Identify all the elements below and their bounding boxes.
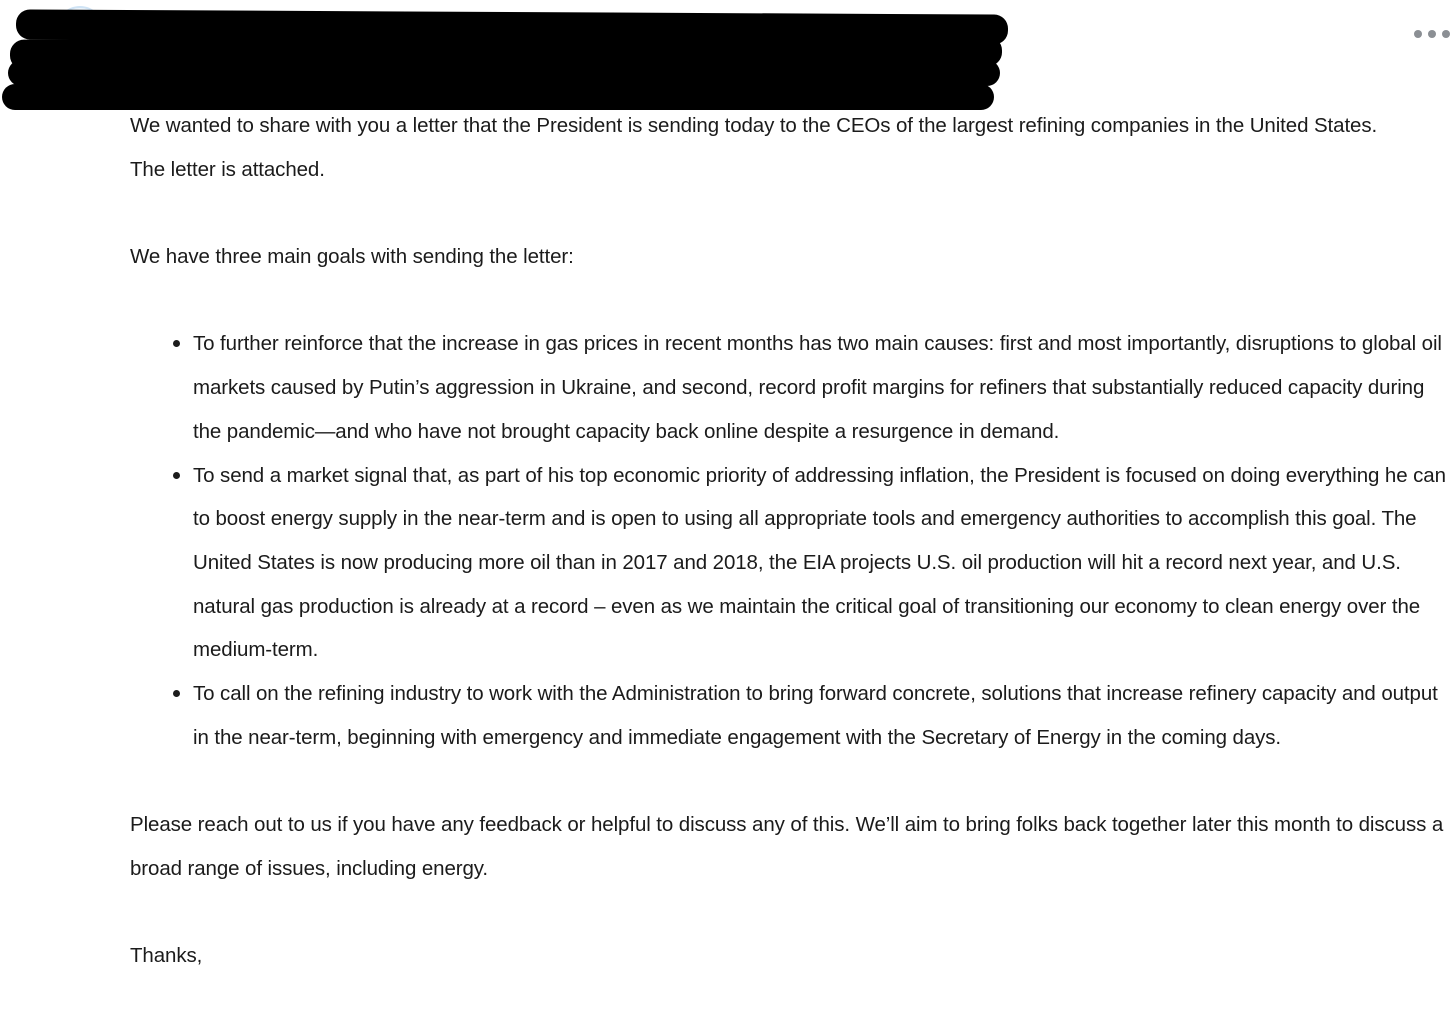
list-item: To call on the refining industry to work with the Administration to bring forward concrete, solutions that increase refinery capacity and output in the near-term, beginning with emergency and immediate engagement with the Secretary of Energy in the coming days.	[193, 672, 1448, 759]
goals-list	[130, 322, 1448, 759]
more-dot	[1428, 30, 1436, 38]
list-item: To send a market signal that, as part of his top economic priority of addressing inflation, the President is focused on doing everything he can to boost energy supply in the near-term and is open to using all appropriate tools and emergency authorities to accomplish this goal. The United States is now producing more oil than in 2017 and 2018, the EIA projects U.S. oil production will hit a record next year, and U.S. natural gas production is already at a record – even as we maintain the critical goal of transitioning our economy to clean energy over the medium-term.	[193, 454, 1448, 673]
goals-heading: We have three main goals with sending the letter:	[130, 245, 574, 269]
more-options-icon[interactable]	[1414, 24, 1450, 44]
more-dot	[1414, 30, 1422, 38]
spacer	[130, 279, 1448, 323]
list-item: To further reinforce that the increase in gas prices in recent months has two main causes: first and most importantly, disruptions to global oil markets caused by Putin’s aggression in Ukraine, and second, record profit margins for refiners that substantially reduced capacity during the pandemic—and who have not brought capacity back online despite a resurgence in demand.	[193, 322, 1448, 453]
intro-line-2: The letter is attached.	[130, 157, 325, 181]
message-body	[130, 104, 1448, 978]
redaction-bar	[8, 60, 1000, 86]
spacer	[130, 760, 1448, 804]
spacer	[130, 191, 1448, 235]
intro-line-1: We wanted to share with you a letter that the President is sending today to the CEOs of the largest refining companies in the United States.	[130, 114, 1378, 137]
signoff: Thanks,	[130, 944, 203, 968]
spacer	[130, 891, 1448, 935]
closing-paragraph: Please reach out to us if you have any feedback or helpful to discuss any of this. We’ll aim to bring folks back together later this month to discuss a broad range of issues, including energy.	[130, 813, 1444, 880]
more-dot	[1442, 30, 1450, 38]
